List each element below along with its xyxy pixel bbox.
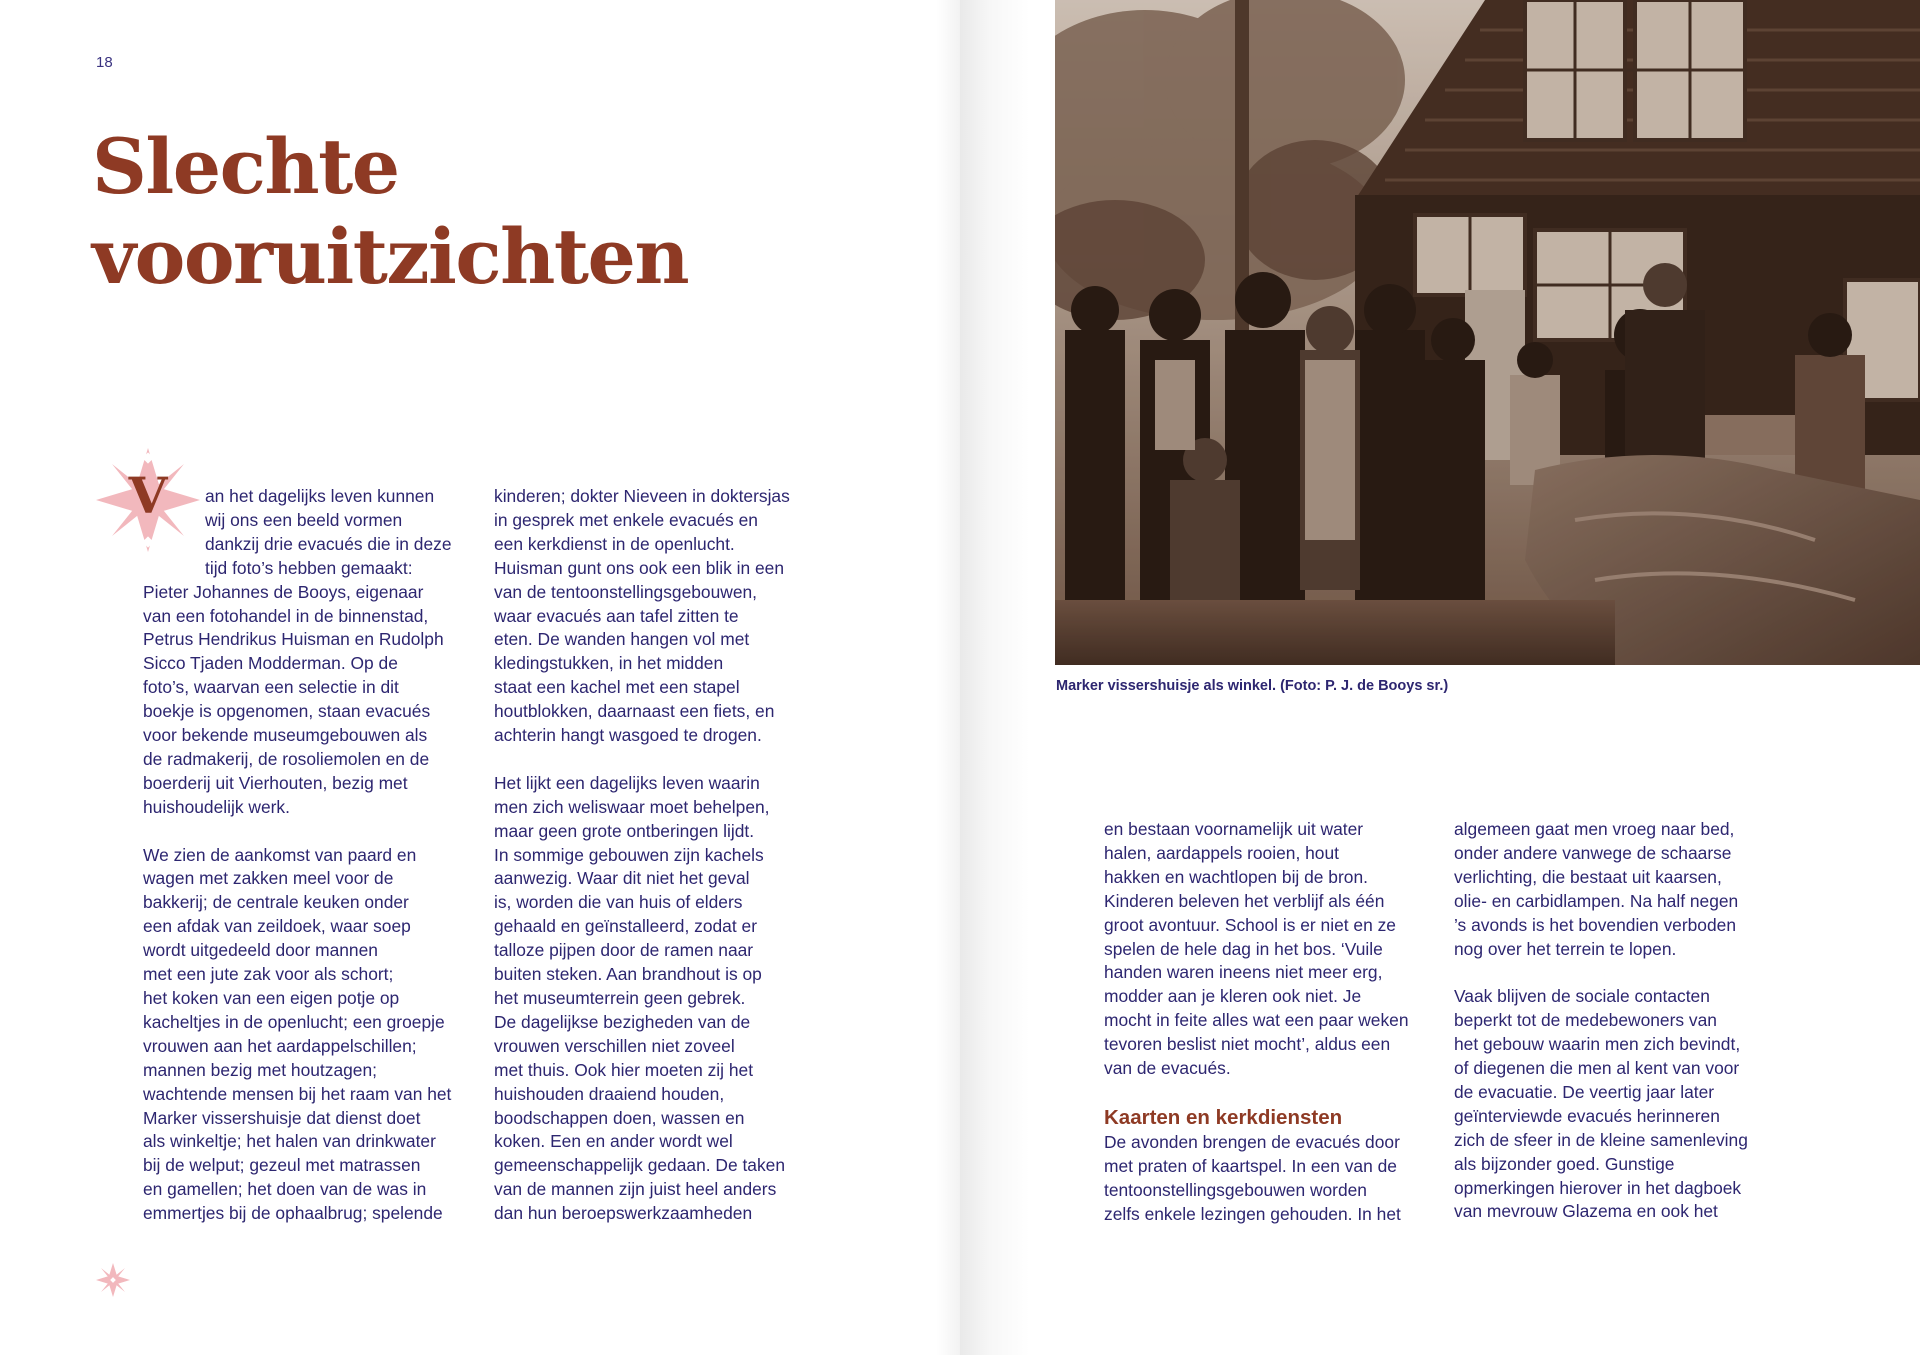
text-line: het koken van een eigen potje op: [143, 988, 400, 1009]
section-subheading: Kaarten en kerkdiensten: [1104, 1105, 1343, 1129]
text-line: wij ons een beeld vormen: [205, 509, 403, 530]
text-line: Huisman gunt ons ook een blik in een: [494, 557, 785, 578]
text-line: met thuis. Ook hier moeten zij het: [494, 1059, 754, 1080]
text-line: De dagelijkse bezigheden van de: [494, 1011, 751, 1032]
text-line: kledingstukken, in het midden: [494, 653, 724, 674]
paragraph: [1454, 818, 1789, 961]
text-line: boodschappen doen, wassen en: [494, 1107, 745, 1128]
text-line: van een fotohandel in de binnenstad,: [143, 605, 429, 626]
text-line: vrouwen verschillen niet zoveel: [494, 1035, 735, 1056]
text-column-1: [143, 485, 478, 1226]
paragraph: [1454, 985, 1789, 1224]
text-line: men zich weliswaar moet behelpen,: [494, 796, 770, 817]
text-line: verlichting, die bestaat uit kaarsen,: [1454, 866, 1722, 887]
page-title: [92, 122, 688, 302]
photo-illustration: [1055, 0, 1920, 665]
text-line: handen waren ineens niet meer erg,: [1104, 962, 1383, 983]
text-line: van de tentoonstellingsgebouwen,: [494, 581, 757, 602]
text-line: is, worden die van huis of elders: [494, 892, 743, 913]
text-column-3: [1104, 818, 1439, 1226]
text-line: het gebouw waarin men zich bevindt,: [1454, 1034, 1741, 1055]
text-line: bij de welput; gezeul met matrassen: [143, 1155, 421, 1176]
text-line: mocht in feite alles wat een paar weken: [1104, 1010, 1409, 1031]
text-line: halen, aardappels rooien, hout: [1104, 842, 1339, 863]
text-line: gehaald en geïnstalleerd, zodat er: [494, 916, 757, 937]
text-line: groot avontuur. School is er niet en ze: [1104, 914, 1396, 935]
text-line: talloze pijpen door de ramen naar: [494, 940, 754, 961]
text-line: foto’s, waarvan een selectie in dit: [143, 677, 399, 698]
text-line: boekje is opgenomen, staan evacués: [143, 701, 431, 722]
paragraph: [1104, 818, 1439, 1081]
text-line: Sicco Tjaden Modderman. Op de: [143, 653, 398, 674]
text-line: als bijzonder goed. Gunstige: [1454, 1153, 1675, 1174]
text-line: vrouwen aan het aardappelschillen;: [143, 1035, 417, 1056]
text-line: wachtende mensen bij het raam van het: [143, 1083, 452, 1104]
text-line: aanwezig. Waar dit niet het geval: [494, 868, 750, 889]
text-column-2: [494, 485, 829, 1226]
text-line: spelen de hele dag in het bos. ‘Vuile: [1104, 938, 1383, 959]
text-line: en bestaan voornamelijk uit water: [1104, 819, 1364, 839]
photo-caption: Marker vissershuisje als winkel. (Foto: P. J. de Booys sr.): [1056, 678, 1449, 694]
text-line: opmerkingen hierover in het dagboek: [1454, 1177, 1742, 1198]
page-number: 18: [96, 54, 113, 71]
text-line: Marker vissershuisje dat dienst doet: [143, 1107, 421, 1128]
text-line: maar geen grote ontberingen lijdt.: [494, 820, 755, 841]
text-line: boerderij uit Vierhouten, bezig met: [143, 772, 408, 793]
paragraph: [494, 485, 829, 748]
text-line: kacheltjes in de openlucht; een groepje: [143, 1011, 445, 1032]
text-line: van de mannen zijn juist heel anders: [494, 1179, 777, 1200]
text-line: en gamellen; het doen van de was in: [143, 1179, 427, 1200]
text-line: staat een kachel met een stapel: [494, 677, 740, 698]
text-line: modder aan je kleren ook niet. Je: [1104, 986, 1362, 1007]
text-line: eten. De wanden hangen vol met: [494, 629, 750, 650]
text-line: We zien de aankomst van paard en: [143, 844, 417, 865]
text-line: de evacuatie. De veertig jaar later: [1454, 1081, 1715, 1102]
text-line: tentoonstellingsgebouwen worden: [1104, 1179, 1367, 1200]
text-line: met een jute zak voor als schort;: [143, 964, 394, 985]
text-line: in gesprek met enkele evacués en: [494, 509, 758, 530]
text-line: het museumterrein geen gebrek.: [494, 988, 746, 1009]
dropcap-letter: V: [128, 466, 168, 525]
text-line: achterin hangt wasgoed te drogen.: [494, 725, 762, 746]
text-line: geïnterviewde evacués herinneren: [1454, 1105, 1720, 1126]
text-line: een kerkdienst in de openlucht.: [494, 533, 735, 554]
text-line: Vaak blijven de sociale contacten: [1454, 986, 1710, 1007]
text-column-4: [1454, 818, 1789, 1224]
text-line: buiten steken. Aan brandhout is op: [494, 964, 762, 985]
text-line: van mevrouw Glazema en ook het: [1454, 1201, 1718, 1222]
text-line: De avonden brengen de evacués door: [1104, 1131, 1400, 1152]
text-line: In sommige gebouwen zijn kachels: [494, 844, 764, 865]
text-line: algemeen gaat men vroeg naar bed,: [1454, 819, 1735, 839]
text-line: Pieter Johannes de Booys, eigenaar: [143, 581, 424, 602]
text-line: houtblokken, daarnaast een fiets, en: [494, 701, 775, 722]
text-line: met praten of kaartspel. In een van de: [1104, 1155, 1397, 1176]
title-line: Slechte: [92, 122, 399, 211]
text-line: onder andere vanwege de schaarse: [1454, 842, 1732, 863]
small-star-ornament-icon: [96, 1263, 130, 1302]
text-line: beperkt tot de medebewoners van: [1454, 1010, 1717, 1031]
text-line: nog over het terrein te lopen.: [1454, 938, 1677, 959]
text-line: olie- en carbidlampen. Na half negen: [1454, 890, 1739, 911]
text-line: tijd foto’s hebben gemaakt:: [205, 557, 413, 578]
text-line: Petrus Hendrikus Huisman en Rudolph: [143, 629, 444, 650]
paragraph: [494, 772, 829, 1226]
paragraph: [1104, 1131, 1439, 1227]
text-line: bakkerij; de centrale keuken onder: [143, 892, 409, 913]
text-line: een afdak van zeildoek, waar soep: [143, 916, 411, 937]
text-line: wagen met zakken meel voor de: [143, 868, 394, 889]
paragraph: [143, 844, 478, 1227]
text-line: ’s avonds is het bovendien verboden: [1454, 914, 1736, 935]
text-line: tevoren beslist niet mocht’, aldus een: [1104, 1034, 1391, 1055]
title-line: vooruitzichten: [92, 212, 689, 301]
text-line: Het lijkt een dagelijks leven waarin: [494, 772, 760, 793]
paragraph: [143, 485, 478, 820]
text-line: waar evacués aan tafel zitten te: [494, 605, 739, 626]
text-line: van de evacués.: [1104, 1058, 1231, 1079]
text-line: an het dagelijks leven kunnen: [205, 486, 435, 506]
text-line: dankzij drie evacués die in deze: [205, 533, 452, 554]
text-line: hakken en wachtlopen bij de bron.: [1104, 866, 1368, 887]
text-line: dan hun beroepswerkzaamheden: [494, 1203, 753, 1224]
text-line: wordt uitgedeeld door mannen: [143, 940, 378, 961]
text-line: kinderen; dokter Nieveen in doktersjas: [494, 486, 790, 506]
text-line: zelfs enkele lezingen gehouden. In het: [1104, 1203, 1401, 1224]
historical-photo: [1055, 0, 1920, 665]
text-line: voor bekende museumgebouwen als: [143, 725, 428, 746]
text-line: huishouden draaiend houden,: [494, 1083, 725, 1104]
text-line: gemeenschappelijk gedaan. De taken: [494, 1155, 786, 1176]
text-line: huishoudelijk werk.: [143, 796, 290, 817]
text-line: Kinderen beleven het verblijf als één: [1104, 890, 1385, 911]
text-line: of diegenen die men al kent van voor: [1454, 1058, 1740, 1079]
text-line: koken. Een en ander wordt wel: [494, 1131, 733, 1152]
text-line: als winkeltje; het halen van drinkwater: [143, 1131, 436, 1152]
text-line: zich de sfeer in de kleine samenleving: [1454, 1129, 1748, 1150]
text-line: mannen bezig met houtzagen;: [143, 1059, 377, 1080]
text-line: de radmakerij, de rosoliemolen en de: [143, 748, 430, 769]
text-line: emmertjes bij de ophaalbrug; spelende: [143, 1203, 443, 1224]
